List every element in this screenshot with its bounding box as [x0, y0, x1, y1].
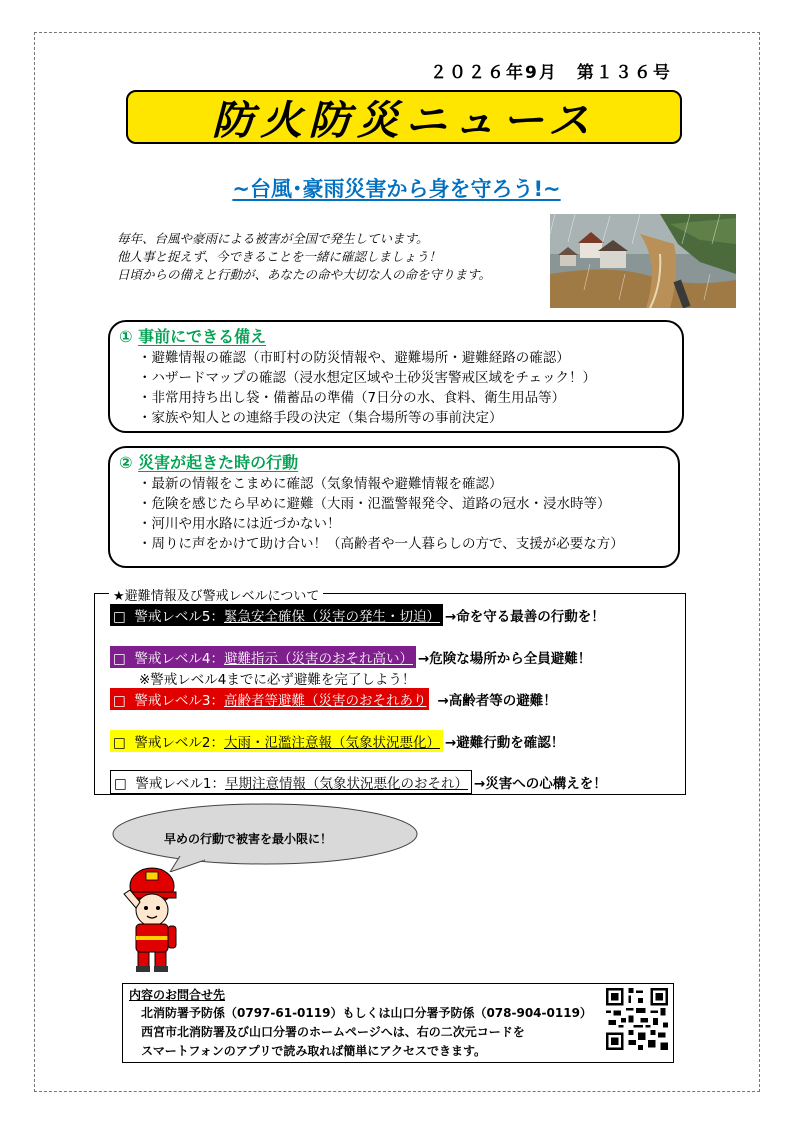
intro-line: 他人事と捉えず、今できることを一緒に確認しましょう！: [117, 249, 442, 264]
list-item: ・河川や用水路には近づかない！: [138, 516, 341, 532]
contact-box: [122, 983, 674, 1063]
preparation-section: [108, 320, 684, 433]
list-item: ・非常用持ち出し袋・備蓄品の準備（7日分の水、食料、衛生用品等）: [138, 390, 566, 406]
level-action: →危険な場所から全員避難！: [417, 651, 592, 667]
section-title: 災害が起きた時の行動: [138, 453, 299, 472]
alert-levels-caption: ★避難情報及び警戒レベルについて: [109, 585, 323, 604]
alert-level-2: [110, 730, 564, 752]
checkbox-icon: □: [113, 735, 126, 751]
checkbox-icon: □: [114, 776, 127, 792]
section-number: ②: [119, 453, 133, 472]
alert-level-1: [110, 770, 607, 794]
level-tag: [110, 688, 429, 710]
disaster-action-section: [108, 446, 680, 568]
level-info: 緊急安全確保（災害の発生・切迫）: [223, 609, 440, 625]
firefighter-mascot-icon: [120, 862, 190, 974]
list-item: ・家族や知人との連絡手段の決定（集合場所等の事前決定）: [138, 410, 503, 426]
level-info: 高齢者等避難（災害のおそれあり: [223, 693, 427, 709]
evacuation-note: ※警戒レベル4までに必ず避難を完了しよう！: [139, 672, 416, 688]
alert-level-5: [110, 604, 605, 626]
level-label: 警戒レベル3：: [134, 693, 224, 709]
level-tag: [110, 646, 416, 668]
level-action: →高齢者等の避難！: [437, 693, 557, 709]
list-item: ・周りに声をかけて助け合い！（高齢者や一人暮らしの方で、支援が必要な方）: [138, 536, 624, 552]
intro-text: [117, 230, 491, 284]
issue-number: ２０２６年9月 第１３６号: [430, 63, 672, 83]
checkbox-icon: □: [113, 609, 126, 625]
newsletter-title: 防火防災ニュース: [211, 97, 597, 144]
flood-landslide-photo: [550, 214, 736, 308]
level-tag: [110, 604, 443, 626]
contact-line: 西宮市北消防署及び山口分署のホームページへは、右の二次元コードを: [141, 1025, 525, 1039]
level-info: 早期注意情報（気象状況悪化のおそれ）: [224, 776, 468, 792]
level-label: 警戒レベル5：: [134, 609, 224, 625]
alert-levels-panel: [94, 589, 686, 795]
contact-line: スマートフォンのアプリで読み取れば簡単にアクセスできます。: [141, 1044, 487, 1058]
intro-line: 日頃からの備えと行動が、あなたの命や大切な人の命を守ります。: [117, 267, 492, 282]
alert-level-4: [110, 646, 591, 668]
newsletter-title-banner: [126, 90, 682, 144]
section-heading: [119, 324, 266, 347]
section-heading: [119, 450, 298, 473]
level-label: 警戒レベル1：: [135, 776, 225, 792]
level-info: 避難指示（災害のおそれ高い）: [223, 651, 413, 667]
list-item: ・ハザードマップの確認（浸水想定区域や土砂災害警戒区域をチェック！）: [138, 370, 597, 386]
bubble-text: 早めの行動で被害を最小限に！: [164, 832, 333, 846]
level-action: →災害への心構えを！: [473, 776, 607, 792]
preparation-list: [138, 348, 596, 428]
headline-text: ~台風･豪雨災害から身を守ろう!~: [232, 177, 561, 201]
contact-line: 北消防署予防係（0797-61-0119）もしくは山口分署予防係（078-904-0119）: [141, 1006, 592, 1020]
level-tag: [110, 770, 472, 794]
headline: [0, 173, 793, 203]
alert-level-3: [110, 688, 557, 710]
level-label: 警戒レベル2：: [134, 735, 224, 751]
level-info: 大雨・氾濫注意報（気象状況悪化）: [223, 735, 440, 751]
level-label: 警戒レベル4：: [134, 651, 224, 667]
level-action: →避難行動を確認！: [444, 735, 565, 751]
section-number: ①: [119, 327, 133, 346]
list-item: ・避難情報の確認（市町村の防災情報や、避難場所・避難経路の確認）: [138, 350, 570, 366]
intro-line: 毎年、台風や豪雨による被害が全国で発生しています。: [117, 231, 429, 246]
checkbox-icon: □: [113, 693, 126, 709]
checkbox-icon: □: [113, 651, 126, 667]
level-action: →命を守る最善の行動を！: [444, 609, 605, 625]
contact-heading: 内容のお問合せ先: [129, 988, 226, 1002]
section-title: 事前にできる備え: [138, 327, 267, 346]
list-item: ・最新の情報をこまめに確認（気象情報や避難情報を確認）: [138, 476, 503, 492]
qr-code-icon: [606, 988, 668, 1050]
action-list: [138, 474, 624, 554]
list-item: ・危険を感じたら早めに避難（大雨・氾濫警報発令、道路の冠水・浸水時等）: [138, 496, 611, 512]
level-tag: [110, 730, 443, 752]
